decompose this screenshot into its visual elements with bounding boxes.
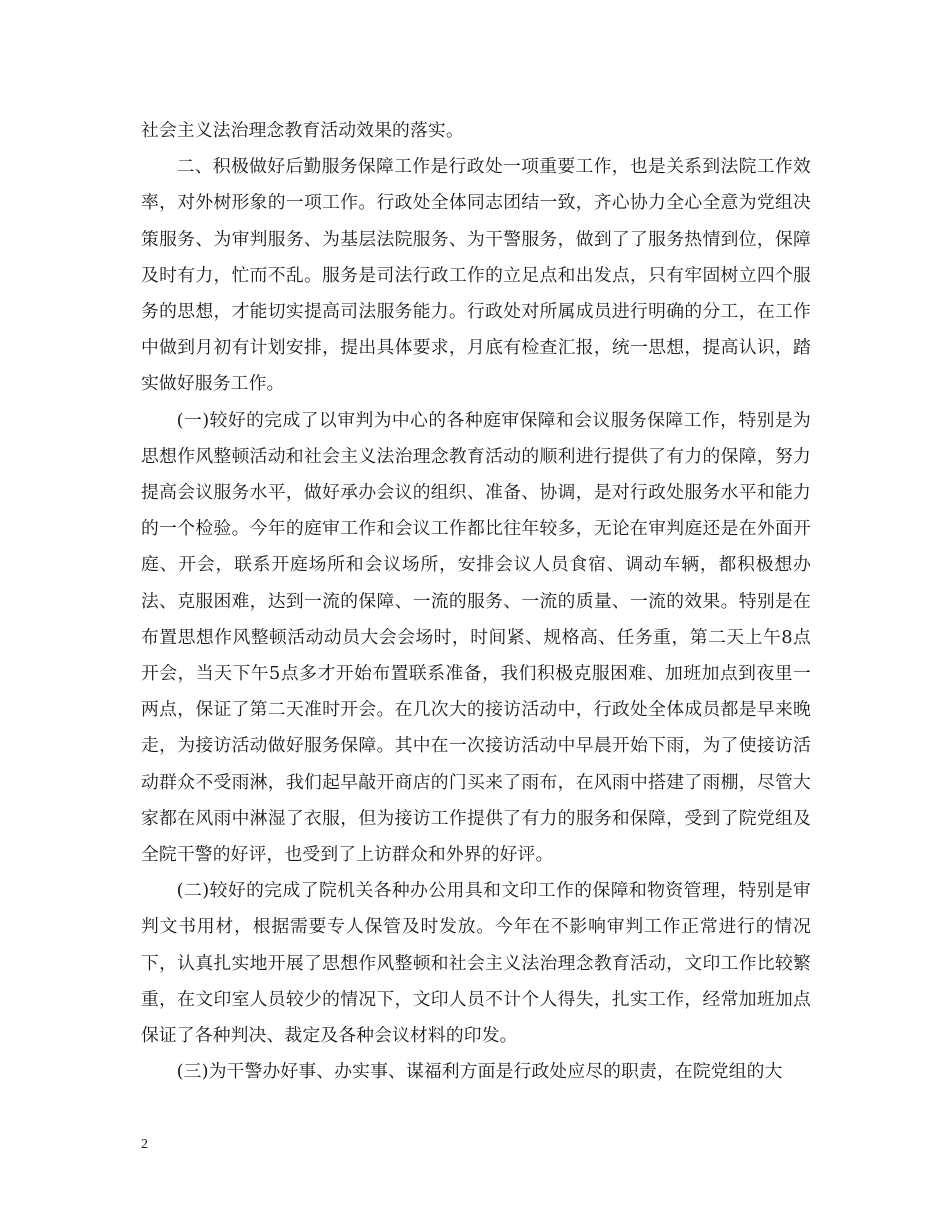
- page-number: 2: [141, 1137, 148, 1152]
- paragraph-section-two: 二、积极做好后勤服务保障工作是行政处一项重要工作，也是关系到法院工作效率，对外树形象的一项工作。行政处全体同志团结一致，齐心协力全心全意为党组决策服务、为审判服务、为基层法院服务、为干警服务，做到了了服务热情到位，保障及时有力，忙而不乱。服务是司法行政工作的立足点和出发点，只有牢固树立四个服务的思想，才能切实提高司法服务能力。行政处对所属成员进行明确的分工，在工作中做到月初有计划安排，提出具体要求，月底有检查汇报，统一思想，提高认识，踏实做好服务工作。: [141, 156, 811, 395]
- document-body: [141, 113, 811, 1090]
- paragraph-continuation: 社会主义法治理念教育活动效果的落实。: [141, 120, 464, 141]
- paragraph-item-three: (三)为干警办好事、办实事、谋福利方面是行政处应尽的职责，在院党组的大: [176, 1061, 783, 1083]
- paragraph-item-one: (一)较好的完成了以审判为中心的各种庭审保障和会议服务保障工作，特别是为思想作风整顿活动和社会主义法治理念教育活动的顺利进行提供了有力的保障，努力提高会议服务水平，做好承办会议的组织、准备、协调，是对行政处服务水平和能力的一个检验。今年的庭审工作和会议工作都比往年较多，无论在审判庭还是在外面开庭、开会，联系开庭场所和会议场所，安排会议人员食宿、调动车辆，都积极想办法、克服困难，达到一流的保障、一流的服务、一流的质量、一流的效果。特别是在布置思想作风整顿活动动员大会会场时，时间紧、规格高、任务重，第二天上午8点开会，当天下午5点多才开始布置联系准备，我们积极克服困难、加班加点到夜里一两点，保证了第二天准时开会。在几次大的接访活动中，行政处全体成员都是早来晚走，为接访活动做好服务保障。其中在一次接访活动中早晨开始下雨，为了使接访活动群众不受雨淋，我们起早敲开商店的门买来了雨布，在风雨中搭建了雨棚，尽管大家都在风雨中淋湿了衣服，但为接访工作提供了有力的服务和保障，受到了院党组及全院干警的好评，也受到了上访群众和外界的好评。: [141, 409, 811, 866]
- paragraph-item-two: (二)较好的完成了院机关各种办公用具和文印工作的保障和物资管理，特别是审判文书用材，根据需要专人保管及时发放。今年在不影响审判工作正常进行的情况下，认真扎实地开展了思想作风整顿和社会主义法治理念教育活动，文印工作比较繁重，在文印室人员较少的情况下，文印人员不计个人得失，扎实工作，经常加班加点保证了各种判决、裁定及各种会议材料的印发。: [141, 880, 811, 1047]
